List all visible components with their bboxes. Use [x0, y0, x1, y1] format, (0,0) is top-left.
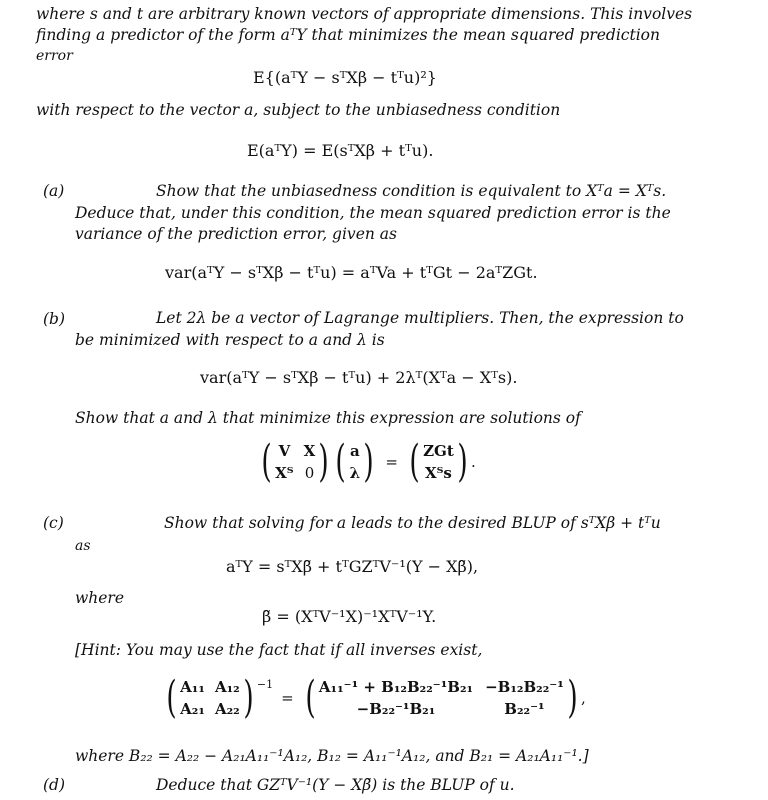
part-a-label: (a)	[43, 182, 65, 200]
mspe-equation: E{(aᵀY − sᵀXβ − tᵀu)²}	[253, 68, 437, 87]
part-b-label: (b)	[43, 310, 66, 328]
matrix-x: X	[303, 442, 316, 460]
part-b-line-2: be minimized with respect to a and λ is	[75, 331, 385, 349]
intro-line-3: error	[36, 48, 73, 64]
part-c-label: (c)	[43, 514, 64, 532]
part-c-line-3: where	[75, 589, 125, 607]
block-inverse-identity: ( A₁₁ A₁₂ A₂₁ A₂₂ ) −1 = ( A₁₁⁻¹ + B₁₂B₂₂⁻¹B₂₁ −B₁₂B₂₂⁻¹ −B₂₂⁻¹B₂₁ B₂₂⁻¹ ) ,	[166, 672, 586, 723]
matrix-xt: Xᵀ	[275, 464, 294, 482]
part-a-equation: var(aᵀY − sᵀXβ − tᵀu) = aᵀVa + tᵀGt − 2aᵀZGt.	[165, 263, 538, 282]
part-a-line-1: Show that the unbiasedness condition is equivalent to Xᵀa = Xᵀs.	[156, 182, 667, 200]
part-b-equation: var(aᵀY − sᵀXβ − tᵀu) + 2λᵀ(Xᵀa − Xᵀs).	[200, 368, 518, 387]
where-b-line: where B₂₂ = A₂₂ − A₂₁A₁₁⁻¹A₁₂, B₁₂ = A₁₁⁻¹A₁₂, and B₂₁ = A₂₁A₁₁⁻¹.]	[75, 747, 589, 765]
lagrange-system: ( V X Xᵀ 0 ) ( a λ ) = ( ZGt Xᵀs ) .	[261, 436, 476, 487]
inverse-power: −1	[256, 678, 274, 691]
block-comma: ,	[580, 689, 586, 707]
part-c-line-2: as	[75, 538, 91, 554]
system-period: .	[470, 453, 476, 471]
blup-equation: aᵀY = sᵀXβ̃ + tᵀGZᵀV⁻¹(Y − Xβ̃),	[226, 557, 479, 576]
block-inverse-22: B₂₂⁻¹	[504, 700, 545, 718]
block-equals: =	[281, 689, 294, 707]
matrix-v: V	[278, 442, 291, 460]
part-c-line-1: Show that solving for a leads to the desired BLUP of sᵀXβ + tᵀu	[164, 514, 661, 532]
matrix-zero: 0	[304, 464, 315, 482]
intro-line-4: with respect to the vector a, subject to the unbiasedness condition	[36, 101, 561, 119]
intro-line-1: where s and t are arbitrary known vectors of appropriate dimensions. This involves	[36, 5, 693, 23]
hint-line: [Hint: You may use the fact that if all inverses exist,	[75, 641, 483, 659]
part-a-line-2: Deduce that, under this condition, the mean squared prediction error is the	[75, 204, 671, 222]
block-inverse-21: −B₂₂⁻¹B₂₁	[356, 700, 436, 718]
block-a21: A₂₁	[180, 700, 205, 718]
part-b-line-3: Show that a and λ that minimize this expression are solutions of	[75, 409, 581, 427]
block-inverse-11: A₁₁⁻¹ + B₁₂B₂₂⁻¹B₂₁	[318, 678, 474, 696]
part-d-line-1: Deduce that GZᵀV⁻¹(Y − Xβ̃) is the BLUP of u.	[156, 776, 515, 794]
block-a22: A₂₂	[214, 700, 240, 718]
part-a-line-3: variance of the prediction error, given as	[75, 225, 397, 243]
system-equals: =	[385, 453, 398, 471]
part-b-line-1: Let 2λ be a vector of Lagrange multipliers. Then, the expression to	[156, 309, 684, 327]
block-inverse-12: −B₁₂B₂₂⁻¹	[485, 678, 564, 696]
vector-lambda: λ	[349, 464, 361, 482]
unbiased-equation: E(aᵀY) = E(sᵀXβ + tᵀu).	[247, 141, 434, 160]
rhs-zgt: ZGt	[423, 442, 454, 460]
block-a11: A₁₁	[180, 678, 205, 696]
beta-tilde-equation: β̃ = (XᵀV⁻¹X)⁻¹XᵀV⁻¹Y.	[262, 607, 437, 626]
block-a12: A₁₂	[214, 678, 240, 696]
intro-line-2: finding a predictor of the form aᵀY that minimizes the mean squared prediction	[36, 26, 660, 44]
vector-a: a	[350, 442, 360, 460]
rhs-xts: Xᵀs	[424, 464, 452, 482]
part-d-label: (d)	[43, 776, 66, 794]
